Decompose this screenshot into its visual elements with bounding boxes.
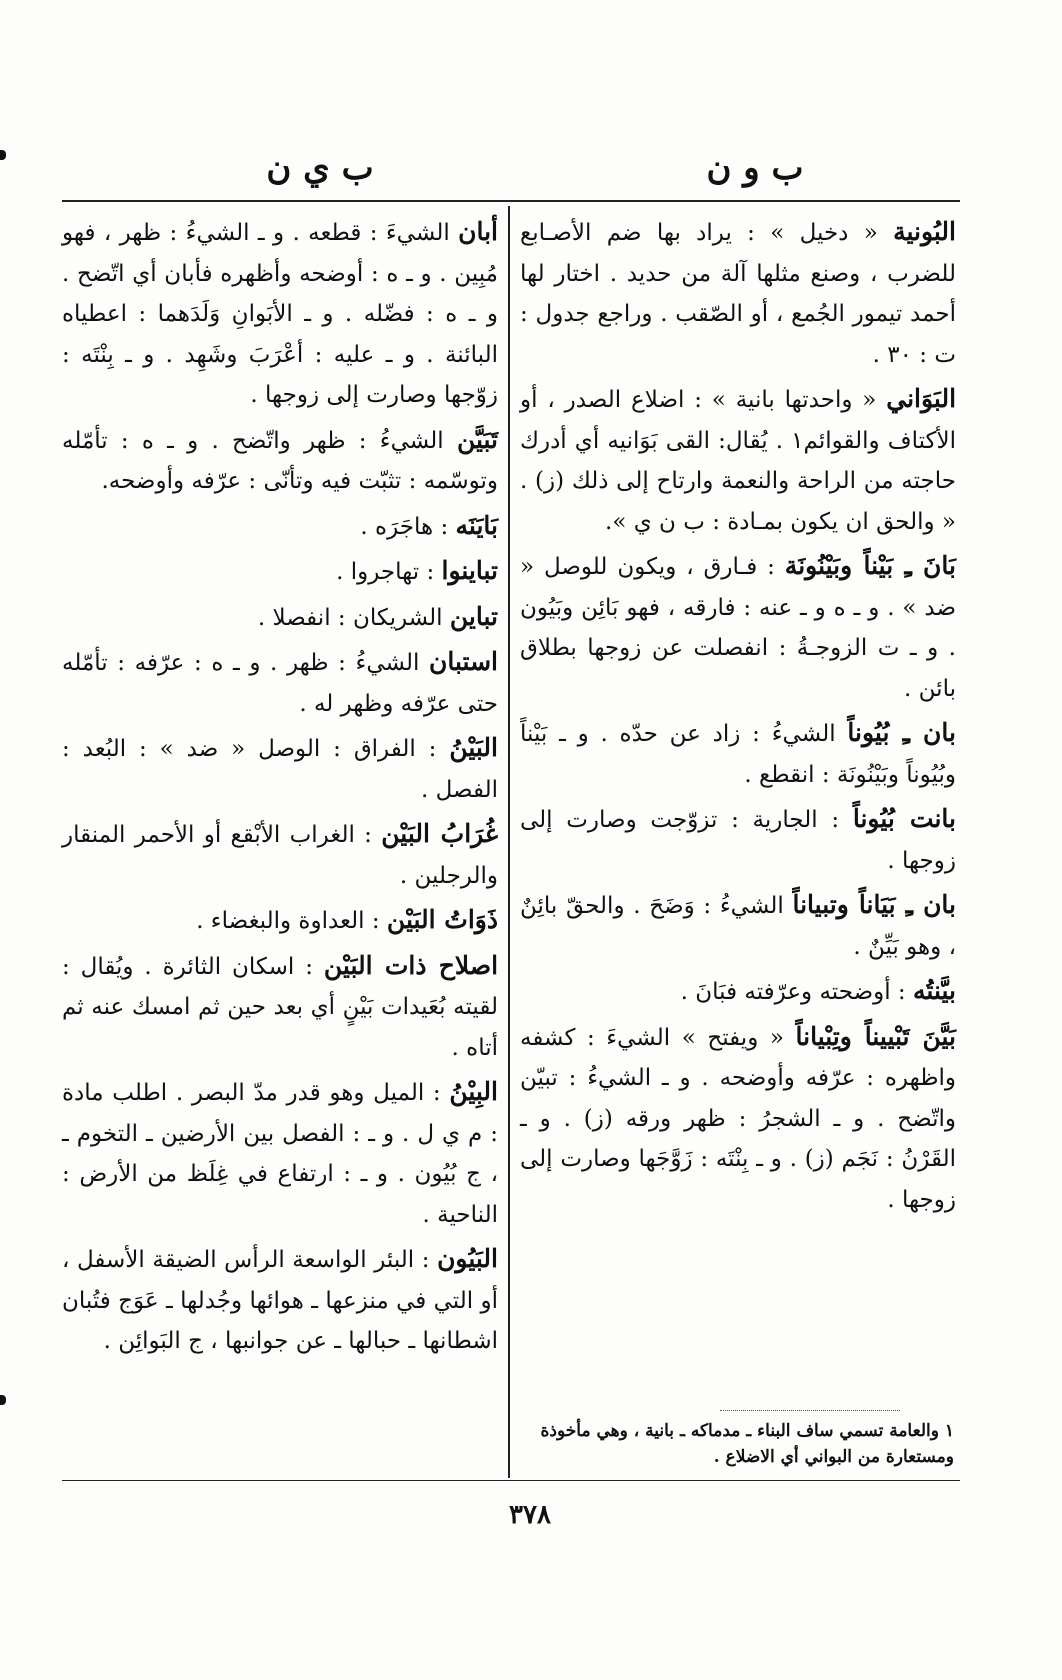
dictionary-entry (62, 946, 498, 1069)
headword: البُونية (893, 217, 956, 246)
definition: : الجارية : تزوّجت وصارت إلى زوجها . (520, 807, 956, 874)
dictionary-entry (62, 597, 498, 639)
definition: : البئر الواسعة الرأس الضيقة الأسفل ، أو التي في منزعها ـ هوائها وجُدلها ـ عَوَج فتُبان اشطانها ـ حبالها ـ عن جوانبها ، ج البَوائِن . (62, 1247, 498, 1354)
dictionary-entry (520, 799, 956, 881)
definition: : تهاجروا . (336, 559, 435, 585)
headword: البَيُون (437, 1244, 498, 1273)
column-divider (508, 206, 510, 1478)
dictionary-entry (62, 1239, 498, 1362)
dictionary-entry (520, 546, 956, 709)
definition: : الغراب الأبْقع أو الأحمر المنقار والرجلين . (62, 822, 498, 889)
footnote: ١ والعامة تسمي ساف البناء ـ مدماكه ـ بانية ، وهي مأخوذة ومستعارة من البواني أي الاضلاع . (540, 1421, 954, 1467)
dictionary-entry (62, 642, 498, 724)
definition: : هاجَرَه . (360, 513, 449, 540)
headword: بيَّنتُه (913, 976, 956, 1005)
headword: أبان (458, 217, 499, 246)
right-column (520, 212, 956, 1224)
definition: « ويفتح » الشيءَ : كشفه واظهره : عرّفه وأوضحه . و ـ الشيءُ : تبيّن واتّضح . و ـ الشجرُ : ظهر ورقه (ز) . و ـ القَرْنُ : نَجَم (ز) . و ـ بِنْتَه : زَوَّجَها وصارت إلى زوجها . (520, 1024, 956, 1213)
dictionary-entry (520, 971, 956, 1013)
edge-mark (0, 1395, 6, 1405)
page-number: ٣٧٨ (509, 1500, 551, 1530)
headword: البِيْنُ (449, 1077, 498, 1106)
definition: الشيءُ : زاد عن حدّه . و ـ بَيْناً وبُيُوناً وبَيْنُونَة : انقطع . (520, 721, 956, 788)
headword: بان ـِ بُيُوناً (847, 718, 956, 747)
definition: « دخيل » : يراد بها ضم الأصـابع للضرب ، وصنع مثلها آلة من حديد . اختار لها أحمد تيمور الجُمع ، أو الصّقب . وراجع جدول : ت : ٣٠ . (520, 220, 956, 368)
dictionary-entry (62, 1072, 498, 1235)
dictionary-entry (62, 420, 498, 502)
definition: : اسكان الثائرة . ويُقال : لقيته بُعَيدات بَيْنٍ أي بعد حين ثم امسك عنه ثم أتاه . (62, 953, 498, 1061)
headword: تَبَيَّن (456, 424, 499, 454)
headword: بَايَنَه (455, 510, 498, 540)
left-column (62, 212, 498, 1366)
headword: البَوَاني (886, 384, 957, 413)
headword: بانت بُيُوناً (852, 804, 957, 833)
headword: تباين (449, 601, 498, 631)
dictionary-entry (520, 885, 956, 967)
definition: الشيءَ : قطعه . و ـ الشيءُ : ظهر ، فهو مُبِين . و ـ ه : أوضحه وأظهره فأبان أي اتّضح . و ـ ه : فضّله . و ـ الأبَوانِ وَلَدَهما : اعطياه البائنة . و ـ عليه : أعْرَبَ وشَهِد . و ـ بِنْتَه : زوّجها وصارت إلى زوجها . (62, 220, 498, 408)
header-root-left: ب ي ن (266, 148, 374, 188)
headword: تباينوا (441, 556, 498, 585)
dictionary-entry (520, 212, 956, 375)
headword: اصلاح ذات البَيْن (323, 950, 499, 980)
dictionary-entry (520, 379, 956, 542)
dictionary-entry (520, 713, 956, 795)
definition: الشيءُ : ظهر . و ـ ه : عرّفه : تأمّله حتى عرّفه وظهر له . (62, 650, 498, 717)
dictionary-entry (520, 1017, 956, 1221)
edge-mark (0, 150, 6, 160)
headword: غُرَابُ البَيْن (381, 819, 499, 848)
definition: : الميل وهو قدر مدّ البصر . اطلب مادة : م ي ل . و ـ : الفصل بين الأرضين ـ التخوم ـ ، ج بُيُون . و ـ : ارتفاع في غِلَظ من الأرض : الناحية . (62, 1080, 498, 1228)
headword: ذَوَاتُ البَيْن (386, 905, 498, 934)
dictionary-entry (62, 814, 498, 896)
dictionary-entry (62, 506, 498, 548)
definition: الشيءُ : وَضَحَ . والحقّ بائِنٌ ، وهو بَيِّنٌ . (520, 893, 956, 960)
bottom-rule (62, 1480, 960, 1481)
headword: بان ـِ بَيَاناً وتبياناً (792, 890, 957, 919)
definition: « واحدتها بانية » : اضلاع الصدر ، أو الأكتاف والقوائم١ . يُقال: القى بَوَانيه أي أدرك حاجته من الراحة والنعمة وارتاح إلى ذلك (ز) . « والحق ان يكون بمـادة : ب ن ي ». (520, 387, 956, 535)
dictionary-entry (62, 551, 498, 593)
headword: البَيْنُ (449, 733, 498, 762)
dictionary-entry (62, 728, 498, 810)
definition: الشيءُ : ظهر واتّضح . و ـ ه : تأمّله وتوسّمه : تثبّت فيه وتأنّى : عرّفه وأوضحه. (62, 427, 498, 494)
definition: : الفراق : الوصل « ضد » : البُعد : الفصل . (62, 736, 498, 803)
definition: الشريكان : انفصلا . (257, 604, 443, 631)
headword: بَانَ ـِ بَيْناً وبَيْنُونَة (784, 551, 956, 580)
headword: بَيَّنَ تَبْييناً وتِبْياناً (795, 1021, 956, 1051)
definition: : فـارق ، ويكون للوصل « ضد » . و ـ ه و ـ عنه : فارقه ، فهو بَائِن وبَيُون . و ـ ت الزوجـةُ : انفصلت عن زوجها بطلاق بائن . (520, 554, 956, 702)
dictionary-entry (62, 900, 498, 942)
headword: استبان (429, 647, 498, 676)
definition: : العداوة والبغضاء . (196, 908, 380, 934)
header-root-right: ب و ن (706, 148, 804, 188)
dictionary-entry (62, 212, 498, 416)
top-rule (62, 200, 960, 202)
footnote-rule (720, 1410, 900, 1411)
definition: : أوضحته وعرّفته فبَانَ . (680, 979, 906, 1005)
